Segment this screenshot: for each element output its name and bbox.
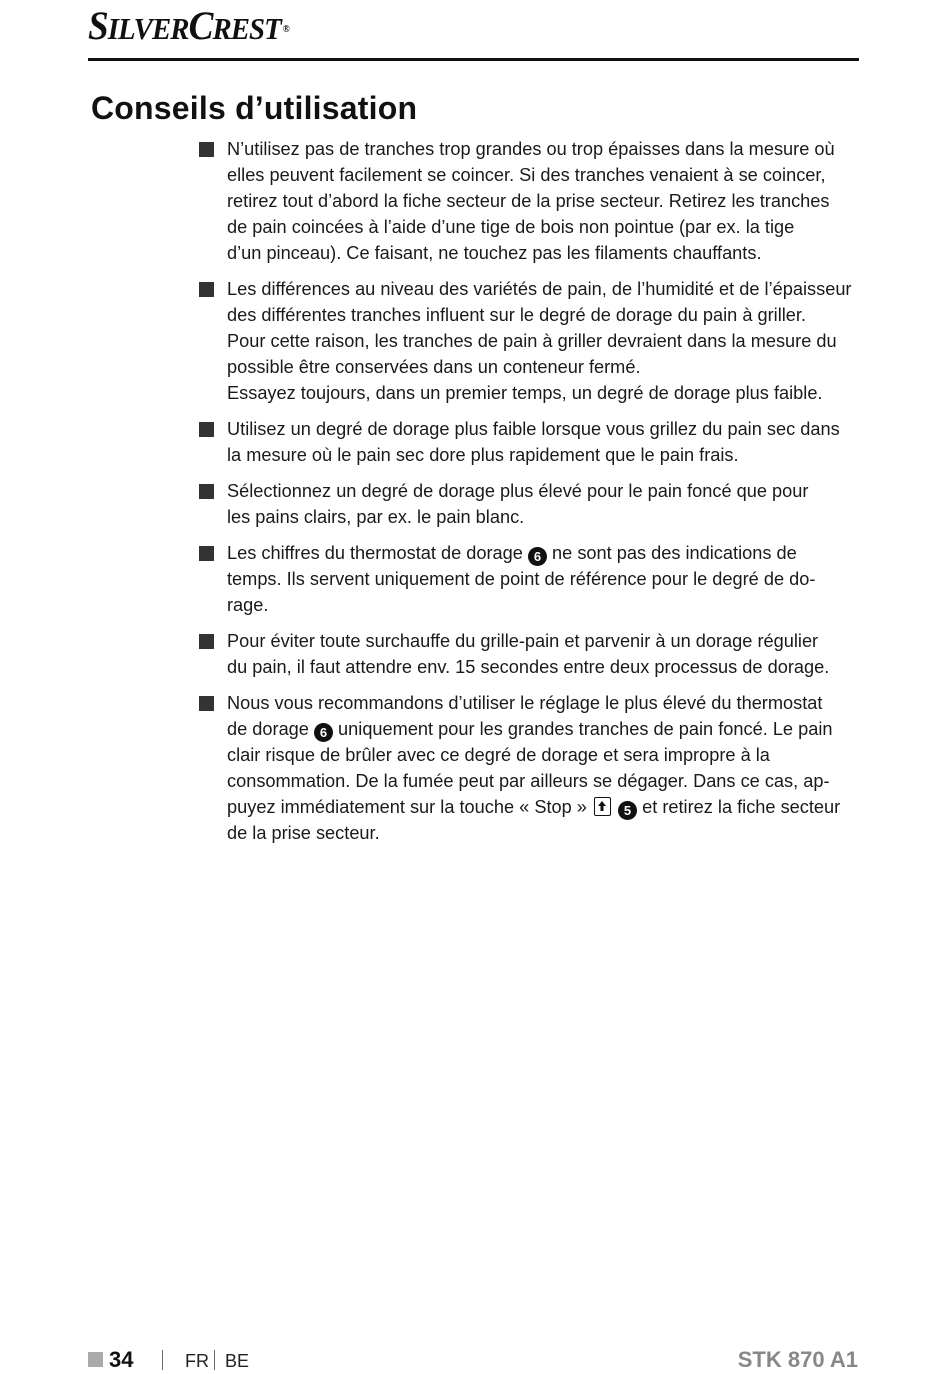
list-item (199, 478, 864, 530)
number-6-icon: 6 (528, 547, 547, 566)
text-segment: uniquement pour les grandes tranches de pain foncé. Le pain (338, 719, 833, 739)
list-item (199, 540, 864, 618)
tips-list (199, 136, 864, 856)
list-item (199, 690, 864, 846)
bullet-square-icon (199, 696, 214, 711)
text-line: N’utilisez pas de tranches trop grandes ou trop épaisses dans la mesure où (227, 139, 835, 159)
bullet-square-icon (199, 546, 214, 561)
bullet-square-icon (199, 422, 214, 437)
text-line: possible être conservées dans un conteneur fermé. (227, 357, 641, 377)
header-divider (88, 58, 859, 61)
text-line: la mesure où le pain sec dore plus rapidement que le pain frais. (227, 445, 739, 465)
text-line: Sélectionnez un degré de dorage plus élevé pour le pain foncé que pour (227, 481, 809, 501)
text-segment: Les chiffres du thermostat de dorage (227, 543, 523, 563)
text-line: rage. (227, 595, 269, 615)
text-segment: puyez immédiatement sur la touche « Stop » (227, 797, 587, 817)
bullet-square-icon (199, 142, 214, 157)
bullet-square-icon (199, 282, 214, 297)
footer-square-icon (88, 1352, 103, 1367)
text-segment: ne sont pas des indications de (552, 543, 797, 563)
language-code: FR (185, 1351, 209, 1371)
text-line: elles peuvent facilement se coincer. Si des tranches venaient à se coincer, (227, 165, 826, 185)
bullet-square-icon (199, 634, 214, 649)
footer-divider (162, 1350, 163, 1370)
text-line: les pains clairs, par ex. le pain blanc. (227, 507, 525, 527)
text-line (227, 794, 864, 820)
number-6-icon: 6 (314, 723, 333, 742)
list-item (199, 136, 864, 266)
text-line: consommation. De la fumée peut par ailleurs se dégager. Dans ce cas, ap- (227, 771, 830, 791)
stop-eject-icon (594, 797, 611, 816)
model-number: STK 870 A1 (737, 1347, 858, 1372)
page-number: 34 (109, 1347, 134, 1372)
text-line: Utilisez un degré de dorage plus faible lorsque vous grillez du pain sec dans (227, 419, 840, 439)
text-segment: de dorage (227, 719, 309, 739)
language-code: BE (225, 1351, 250, 1371)
list-item (199, 276, 864, 406)
page-title: Conseils d’utilisation (91, 90, 418, 126)
text-line: Les différences au niveau des variétés de pain, de l’humidité et de l’épaisseur (227, 279, 852, 299)
text-line (227, 540, 864, 566)
brand-logo: SILVERCREST ® (88, 3, 289, 48)
text-line: de pain coincées à l’aide d’une tige de bois non pointue (par ex. la tige (227, 217, 795, 237)
text-line: Nous vous recommandons d’utiliser le réglage le plus élevé du thermostat (227, 693, 823, 713)
text-line: clair risque de brûler avec ce degré de dorage et sera impropre à la (227, 745, 770, 765)
text-segment: et retirez la fiche secteur (642, 797, 841, 817)
text-line: d’un pinceau). Ce faisant, ne touchez pas les filaments chauffants. (227, 243, 762, 263)
footer-divider (214, 1350, 215, 1370)
text-line: de la prise secteur. (227, 823, 380, 843)
text-line: du pain, il faut attendre env. 15 secondes entre deux processus de dorage. (227, 657, 830, 677)
text-line: Pour éviter toute surchauffe du grille-pain et parvenir à un dorage régulier (227, 631, 819, 651)
number-5-icon: 5 (618, 801, 637, 820)
text-line: des différentes tranches influent sur le degré de dorage du pain à griller. (227, 305, 807, 325)
text-line: Pour cette raison, les tranches de pain à griller devraient dans la mesure du (227, 331, 837, 351)
text-line (227, 716, 864, 742)
list-item (199, 628, 864, 680)
list-item (199, 416, 864, 468)
text-line: Essayez toujours, dans un premier temps, un degré de dorage plus faible. (227, 383, 823, 403)
text-line: temps. Ils servent uniquement de point de référence pour le degré de do- (227, 569, 816, 589)
bullet-square-icon (199, 484, 214, 499)
text-line: retirez tout d’abord la fiche secteur de la prise secteur. Retirez les tranches (227, 191, 830, 211)
